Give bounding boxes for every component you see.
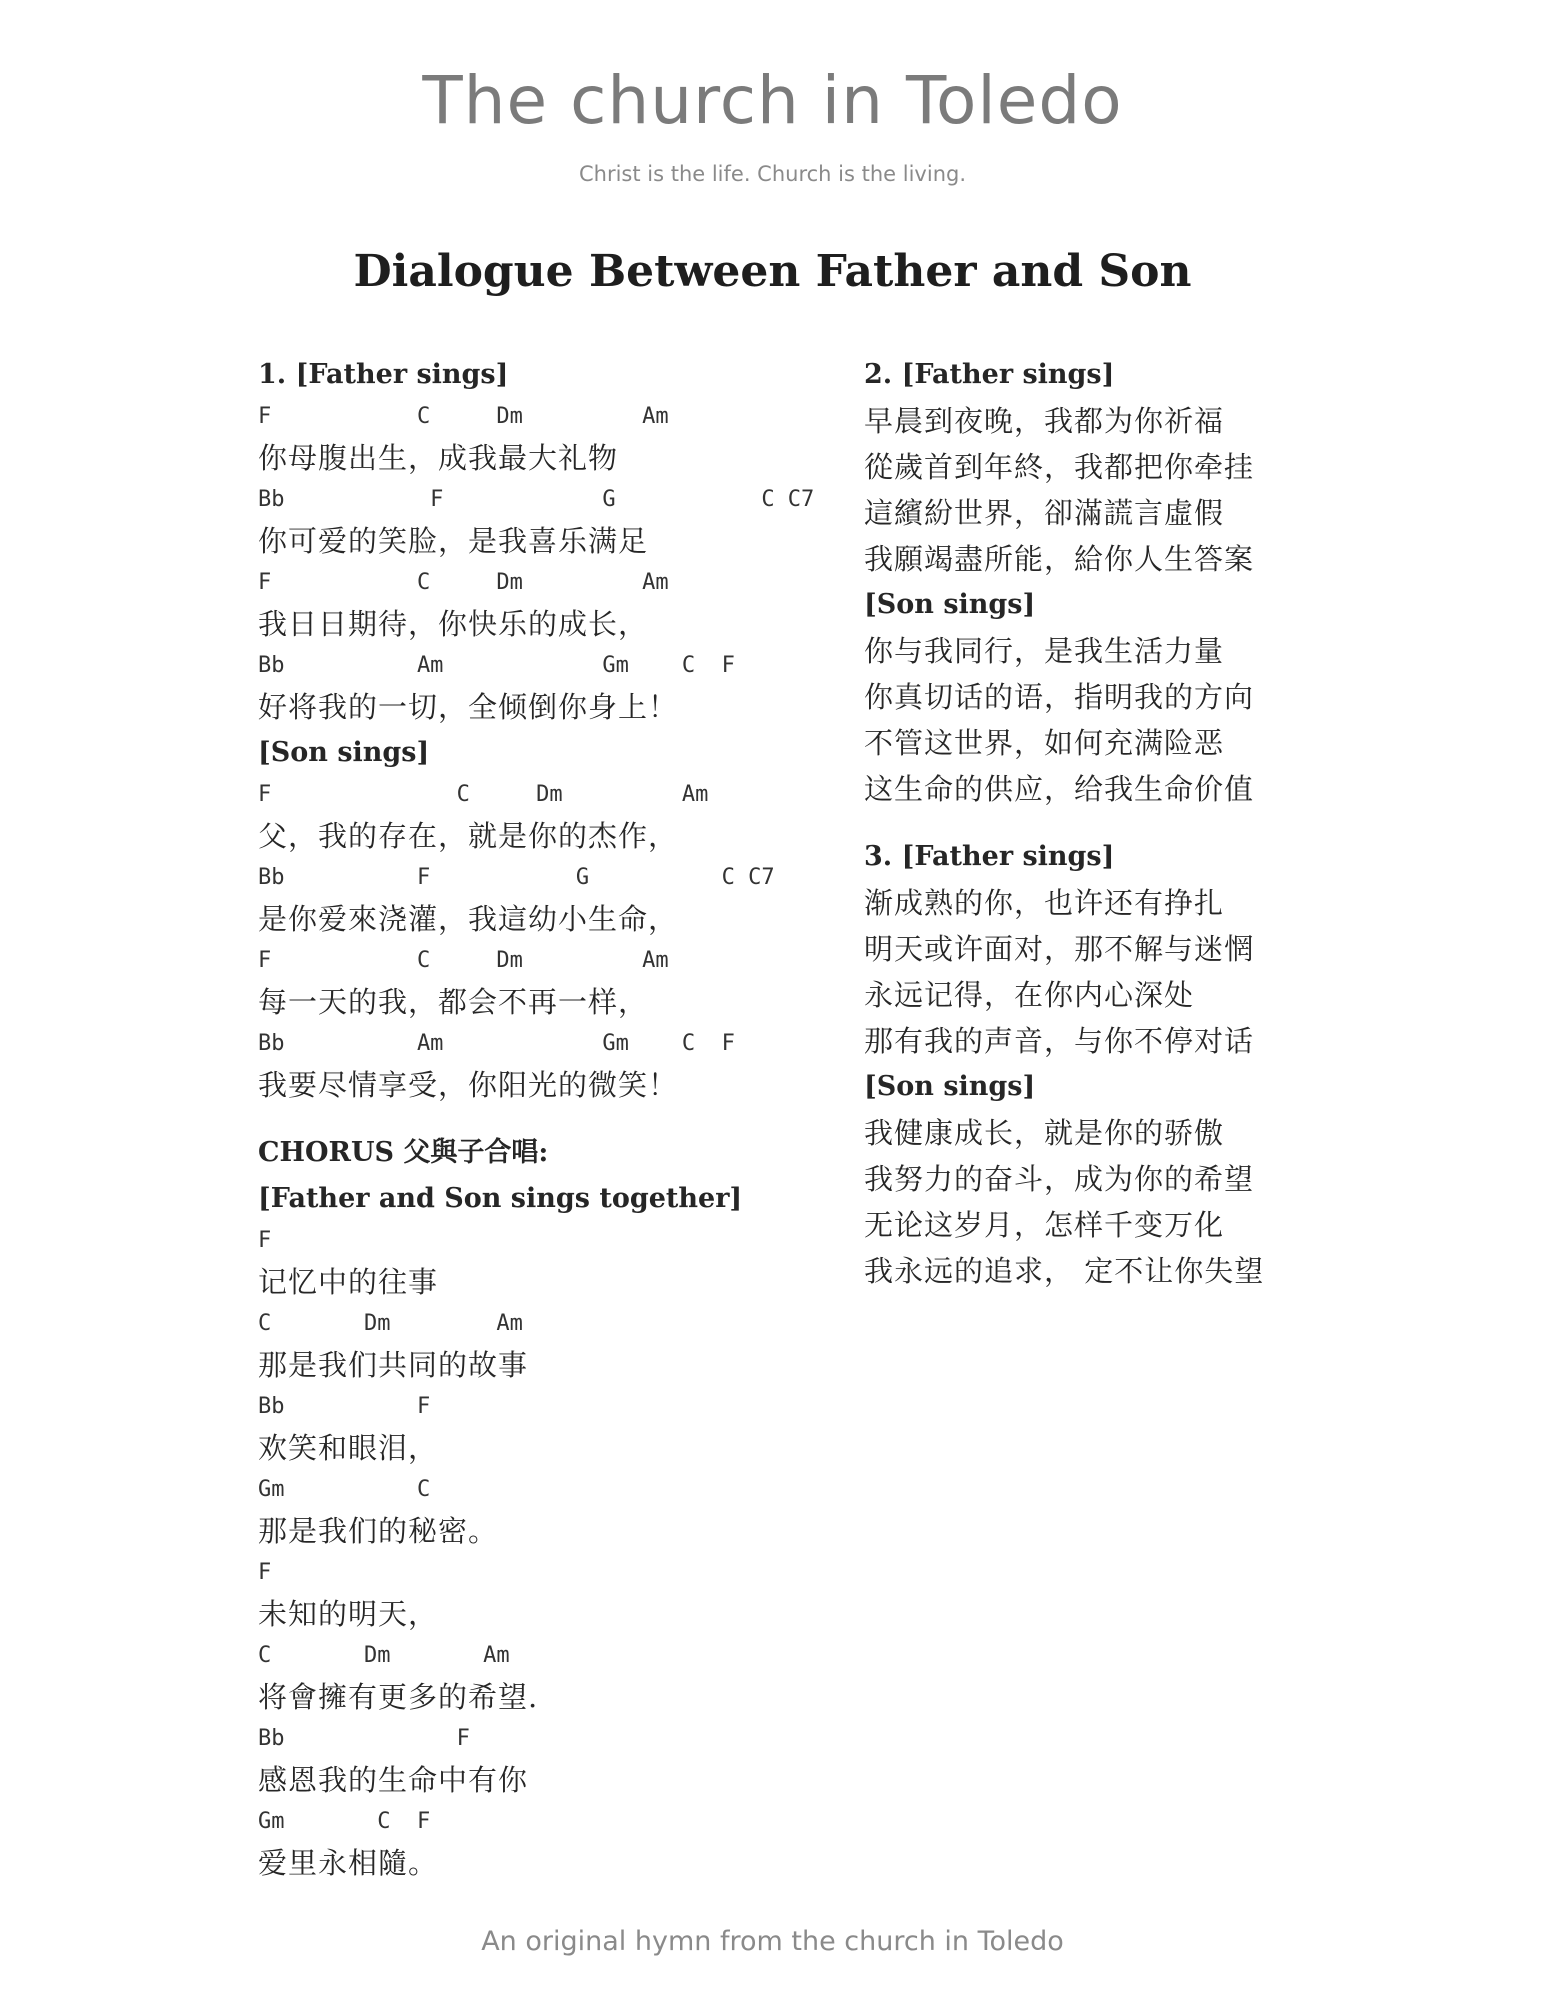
lyric-line: 那是我们的秘密。 bbox=[258, 1514, 499, 1548]
chord-line: F C Dm Am bbox=[258, 570, 669, 595]
chord-line: Gm C F bbox=[258, 1809, 431, 1834]
lyric-line: 我健康成长，就是你的骄傲 bbox=[864, 1116, 1225, 1150]
section-heading: 3. [Father sings] bbox=[864, 841, 1115, 872]
lyric-line: 那是我们共同的故事 bbox=[258, 1348, 529, 1382]
chord-line: Bb Am Gm C F bbox=[258, 653, 735, 678]
lyric-line: 早晨到夜晚，我都为你祈福 bbox=[864, 404, 1225, 438]
chord-line: F bbox=[258, 1228, 272, 1253]
lyric-line: 我永远的追求， 定不让你失望 bbox=[864, 1254, 1265, 1288]
chord-line: Bb F bbox=[258, 1726, 470, 1751]
song-title: Dialogue Between Father and Son bbox=[353, 246, 1192, 297]
section-heading: [Son sings] bbox=[258, 737, 430, 768]
lyric-line: 從歲首到年終，我都把你牵挂 bbox=[864, 450, 1255, 484]
chord-line: F C Dm Am bbox=[258, 404, 669, 429]
lyric-line: 欢笑和眼泪， bbox=[258, 1431, 439, 1465]
church-name: The church in Toledo bbox=[422, 62, 1123, 139]
page-footer: An original hymn from the church in Toledo bbox=[481, 1926, 1064, 1957]
chord-line: Bb F G C C7 bbox=[258, 487, 815, 512]
lyric-line: 渐成熟的你，也许还有挣扎 bbox=[864, 886, 1225, 920]
chord-line: C Dm Am bbox=[258, 1311, 523, 1336]
section-heading: [Son sings] bbox=[864, 1071, 1036, 1102]
section-heading: CHORUS 父與子合唱: bbox=[258, 1137, 549, 1168]
church-tagline: Christ is the life. Church is the living. bbox=[578, 162, 967, 186]
lyric-line: 這繽紛世界，卻滿謊言虛假 bbox=[864, 496, 1225, 530]
lyric-line: 我努力的奋斗，成为你的希望 bbox=[864, 1162, 1255, 1196]
lyric-line: 每一天的我，都会不再一样， bbox=[258, 985, 649, 1019]
lyric-line: 我願竭盡所能，給你人生答案 bbox=[864, 542, 1255, 576]
chord-line: Bb F G C C7 bbox=[258, 865, 775, 890]
chord-line: F C Dm Am bbox=[258, 782, 709, 807]
chord-line: F bbox=[258, 1560, 272, 1585]
stanza-spacer bbox=[864, 812, 1384, 834]
chord-line: Bb F bbox=[258, 1394, 431, 1419]
lyric-line: 将會擁有更多的希望. bbox=[258, 1680, 539, 1714]
lyric-line: 你母腹出生，成我最大礼物 bbox=[258, 441, 619, 475]
stanza-spacer bbox=[258, 1108, 818, 1130]
chord-line: Gm C bbox=[258, 1477, 431, 1502]
lyric-line: 无论这岁月，怎样千变万化 bbox=[864, 1208, 1225, 1242]
section-heading: [Son sings] bbox=[864, 589, 1036, 620]
lyric-line: 未知的明天， bbox=[258, 1597, 439, 1631]
lyric-line: 这生命的供应，给我生命价值 bbox=[864, 772, 1255, 806]
lyric-line: 不管这世界，如何充满险恶 bbox=[864, 726, 1225, 760]
section-heading: [Father and Son sings together] bbox=[258, 1183, 743, 1214]
lyric-line: 父，我的存在，就是你的杰作， bbox=[258, 819, 679, 853]
lyric-line: 你与我同行，是我生活力量 bbox=[864, 634, 1225, 668]
right-lyrics-column bbox=[864, 352, 1384, 1294]
section-heading: 1. [Father sings] bbox=[258, 359, 509, 390]
lyric-line: 明天或许面对，那不解与迷惘 bbox=[864, 932, 1255, 966]
section-heading: 2. [Father sings] bbox=[864, 359, 1115, 390]
lyric-line: 爱里永相隨。 bbox=[258, 1846, 439, 1880]
lyric-line: 你可爱的笑脸，是我喜乐满足 bbox=[258, 524, 649, 558]
lyric-line: 你真切话的语，指明我的方向 bbox=[864, 680, 1255, 714]
lyric-line: 我要尽情享受，你阳光的微笑！ bbox=[258, 1068, 679, 1102]
lyric-line: 好将我的一切，全倾倒你身上！ bbox=[258, 690, 679, 724]
chord-line: C Dm Am bbox=[258, 1643, 510, 1668]
lyric-line: 我日日期待，你快乐的成长， bbox=[258, 607, 649, 641]
lyric-line: 感恩我的生命中有你 bbox=[258, 1763, 529, 1797]
chord-line: F C Dm Am bbox=[258, 948, 669, 973]
lyric-line: 是你爱來浇灌，我這幼小生命， bbox=[258, 902, 679, 936]
chord-line: Bb Am Gm C F bbox=[258, 1031, 735, 1056]
lyric-line: 那有我的声音，与你不停对话 bbox=[864, 1024, 1255, 1058]
left-lyrics-column bbox=[258, 352, 818, 1886]
lyric-line: 永远记得，在你内心深处 bbox=[864, 978, 1195, 1012]
lyric-line: 记忆中的往事 bbox=[258, 1265, 439, 1299]
